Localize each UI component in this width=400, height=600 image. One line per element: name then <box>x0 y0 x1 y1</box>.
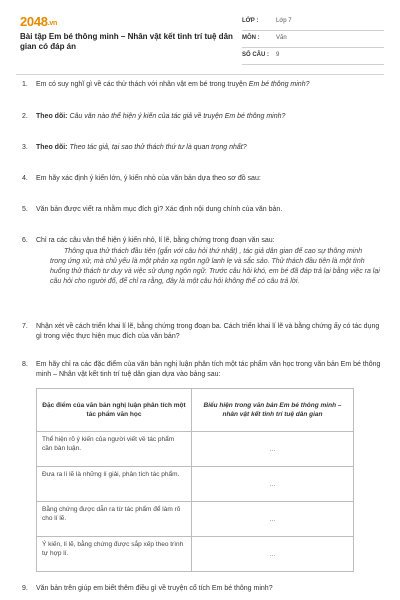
question-number: 7. <box>22 323 28 330</box>
meta-value: 9 <box>276 52 280 58</box>
table-row <box>37 537 354 572</box>
table-cell-feature: Ý kiến, lí lẽ, bằng chứng được sắp xếp theo trình tự hợp lí. <box>37 537 192 572</box>
quoted-passage: Thông qua thử thách đầu tiên (gắn với câu hỏi thứ nhất) , tác giả dân gian để cao sự thông minh trong ứng xử, mà chủ yếu là một phản xạ ngôn ngữ lanh lẹ và sắc sảo. Thử thách đầu tiên là một tình huống thử thách tư duy và việc sử dụng ngôn ngữ. Trước câu hỏi khó, em bé đã đáp trả lại bằng việc ra lại câu hỏi cho người đố, để chỉ ra rằng, đây là một câu hỏi không thể có câu trả lời. <box>50 248 380 285</box>
logo-number: 2048 <box>20 14 48 29</box>
table-cell-answer: ... <box>192 432 354 467</box>
meta-row-subject <box>242 31 384 48</box>
table-row <box>37 432 354 467</box>
meta-label: LỚP : <box>242 18 259 24</box>
header-divider <box>16 74 384 75</box>
table-header-feature: Đặc điểm của văn bản nghị luận phân tích một tác phẩm văn học <box>37 389 192 432</box>
question-text: Chỉ ra các câu văn thể hiện ý kiến nhỏ, lí lẽ, bằng chứng trong đoạn văn sau: <box>36 237 275 244</box>
meta-row-grade <box>242 14 384 31</box>
meta-info <box>242 14 384 65</box>
question-number: 3. <box>22 144 28 151</box>
table-cell-feature: Bằng chứng được dẫn ra từ tác phẩm để làm rõ cho lí lẽ. <box>37 502 192 537</box>
table-header-expression <box>192 389 354 432</box>
analysis-table <box>36 388 354 572</box>
question-text <box>36 143 382 153</box>
table-cell-answer: ... <box>192 537 354 572</box>
meta-value: Văn <box>276 35 287 41</box>
question-text: Văn bản trên giúp em biết thêm điều gì về truyện cổ tích Em bé thông minh? <box>36 585 273 592</box>
meta-label: MÔN : <box>242 35 260 41</box>
question-number: 1. <box>22 81 28 88</box>
question-number: 9. <box>22 585 28 592</box>
table-header-row <box>37 389 354 432</box>
question-text <box>36 112 382 122</box>
table-cell-answer: ... <box>192 502 354 537</box>
question-number: 2. <box>22 113 28 120</box>
question-number: 6. <box>22 237 28 244</box>
question-text <box>36 80 382 90</box>
question-italic: Theo tác giả, tại sao thử thách thứ tư là quan trọng nhất? <box>69 144 247 151</box>
question-text: Văn bản được viết ra nhằm mục đích gì? Xác định nội dung chính của văn bản. <box>36 206 283 213</box>
question-text: Em hãy chỉ ra các đặc điểm của văn bản nghị luận phân tích một tác phẩm văn học trong văn bản Em bé thông minh – Nhân vật kết tinh trí tuệ dân gian dựa vào bảng sau: <box>36 361 381 378</box>
question-italic: Em bé thông minh? <box>248 81 310 88</box>
table-cell-answer: ... <box>192 467 354 502</box>
table-row <box>37 467 354 502</box>
table-row <box>37 502 354 537</box>
question-text: Em hãy xác định ý kiến lớn, ý kiến nhỏ của văn bản dựa theo sơ đồ sau: <box>36 175 261 182</box>
meta-row-count <box>242 48 384 65</box>
site-logo[interactable] <box>20 14 57 29</box>
logo-tld: .vn <box>47 20 57 27</box>
table-header-expression-text: Biểu hiện trong văn bản Em bé thông minh – nhân vật kết tinh trí tuệ dân gian <box>203 402 342 418</box>
question-number: 4. <box>22 175 28 182</box>
question-lead: Theo dõi: <box>36 144 70 151</box>
question-text: Nhận xét về cách triển khai lí lẽ, bằng chứng trong đoạn ba. Cách triển khai lí lẽ và bằng chứng ấy có tác dụng gì trong việc thực hiện mục đích của văn bản? <box>36 323 380 340</box>
header <box>16 10 384 64</box>
question-italic: Câu văn nào thể hiện ý kiến của tác giả về truyện Em bé thông minh? <box>69 113 286 120</box>
question-number: 5. <box>22 206 28 213</box>
question-number: 8. <box>22 361 28 368</box>
question-plain: Em có suy nghĩ gì về các thử thách với nhân vật em bé trong truyện <box>36 81 249 88</box>
table-cell-feature: Đưa ra lí lẽ là những lí giải, phân tích tác phẩm. <box>37 467 192 502</box>
meta-value: Lớp 7 <box>276 18 292 24</box>
question-lead: Theo dõi: <box>36 113 70 120</box>
page-title: Bài tập Em bé thông minh – Nhân vật kết tinh trí tuệ dân gian có đáp án <box>20 32 233 51</box>
meta-label: SỐ CÂU : <box>242 52 269 58</box>
table-cell-feature: Thể hiện rõ ý kiến của người viết về tác phẩm cần bàn luận. <box>37 432 192 467</box>
